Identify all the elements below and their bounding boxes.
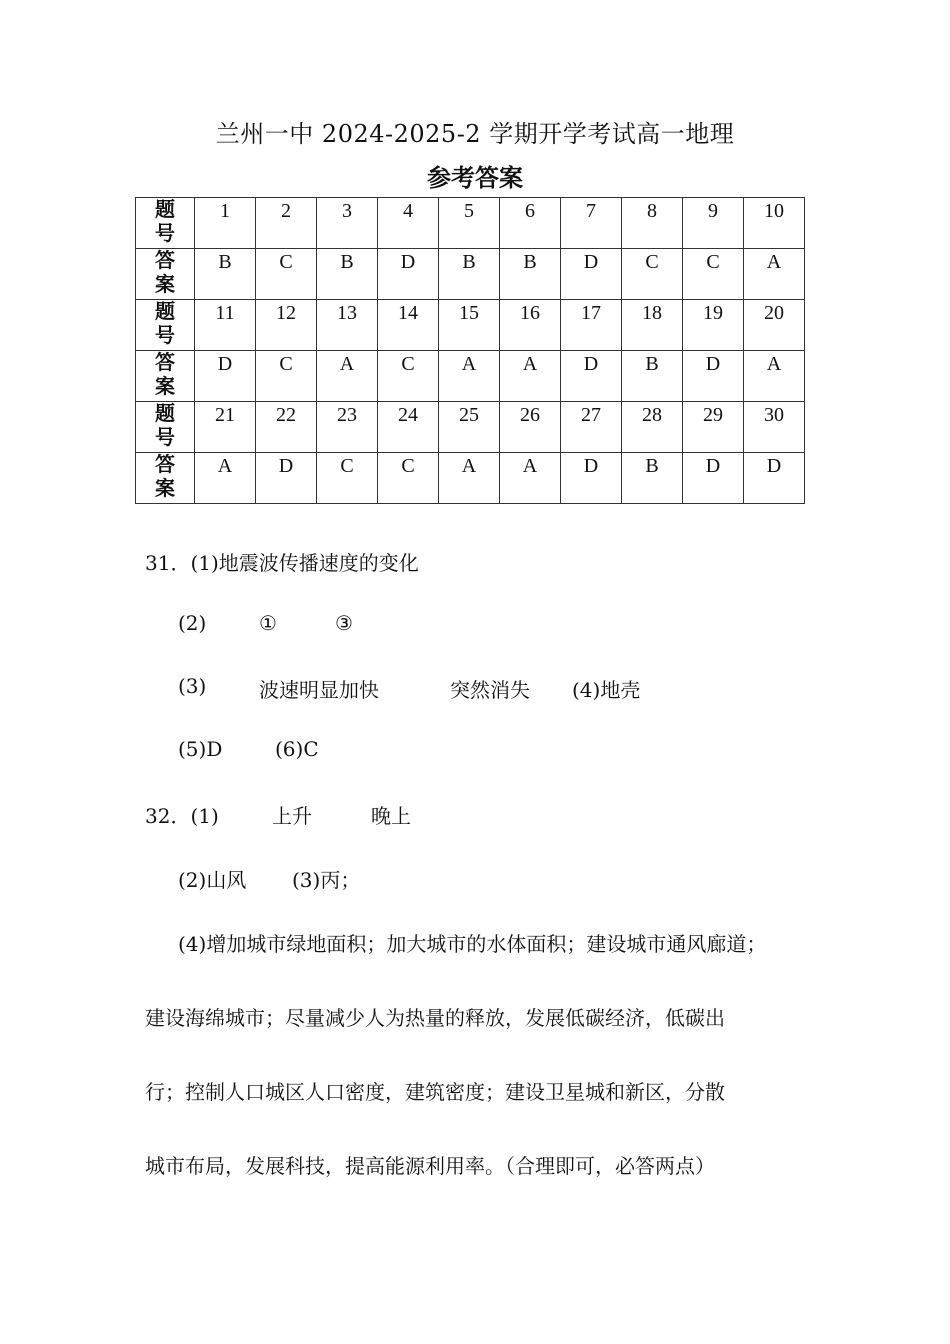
question-number-cell: 10: [744, 198, 805, 249]
question-number-cell: 25: [439, 402, 500, 453]
answer-row: [136, 249, 805, 300]
question-number-cell: 23: [317, 402, 378, 453]
question-row-label-char: 号: [155, 427, 175, 449]
answer-row-label: [136, 351, 195, 402]
q32-part1-answer-b: 晚上: [371, 804, 411, 828]
question-number-cell: 2: [256, 198, 317, 249]
answer-cell: B: [439, 249, 500, 300]
question-number-cell: 30: [744, 402, 805, 453]
question-number-cell: 20: [744, 300, 805, 351]
answer-cell: B: [622, 351, 683, 402]
question-row-label-char: 题: [155, 199, 175, 221]
q31-part3-answer-b: 突然消失: [450, 678, 530, 702]
question-number-cell: 11: [195, 300, 256, 351]
q32-part4-line3: 行；控制人口城区人口密度，建筑密度；建设卫星城和新区，分散: [145, 1080, 725, 1104]
question-number-cell: 29: [683, 402, 744, 453]
answer-cell: B: [317, 249, 378, 300]
question-number-row: [136, 402, 805, 453]
question-number-cell: 22: [256, 402, 317, 453]
answer-cell: C: [256, 351, 317, 402]
question-row-label-char: 号: [155, 223, 175, 245]
answer-cell: D: [561, 249, 622, 300]
answer-cell: C: [683, 249, 744, 300]
question-number-cell: 7: [561, 198, 622, 249]
q31-part2-answer-a: ①: [259, 611, 277, 635]
question-number-cell: 28: [622, 402, 683, 453]
q31-part4: (4)地壳: [572, 678, 641, 702]
q31-part5: (5)D: [178, 737, 223, 761]
answer-row-label: [136, 453, 195, 504]
q32-part2: (2)山风: [178, 868, 247, 892]
answer-cell: D: [744, 453, 805, 504]
question-number-cell: 8: [622, 198, 683, 249]
answer-cell: D: [561, 453, 622, 504]
answer-cell: A: [744, 249, 805, 300]
question-number-cell: 19: [683, 300, 744, 351]
answer-row-label-char: 案: [155, 376, 175, 398]
question-number-cell: 21: [195, 402, 256, 453]
answer-cell: B: [622, 453, 683, 504]
question-row-label-char: 题: [155, 301, 175, 323]
answer-row-label-char: 答: [155, 250, 175, 272]
answer-cell: C: [378, 453, 439, 504]
answer-cell: D: [195, 351, 256, 402]
answer-cell: C: [317, 453, 378, 504]
q32-part1-label: 32．(1): [145, 804, 219, 828]
answer-row: [136, 453, 805, 504]
answer-row-label-char: 案: [155, 478, 175, 500]
question-number-cell: 1: [195, 198, 256, 249]
answer-row-label-char: 答: [155, 454, 175, 476]
q31-part2-answer-b: ③: [335, 611, 353, 635]
answer-table: [135, 197, 805, 504]
question-row-label: [136, 198, 195, 249]
q31-part1: 31．(1)地震波传播速度的变化: [145, 551, 419, 575]
question-number-cell: 14: [378, 300, 439, 351]
answer-row-label-char: 答: [155, 352, 175, 374]
q32-part4-line1: (4)增加城市绿地面积；加大城市的水体面积；建设城市通风廊道；: [178, 932, 767, 956]
answer-cell: A: [744, 351, 805, 402]
question-row-label: [136, 300, 195, 351]
question-number-cell: 6: [500, 198, 561, 249]
answer-cell: B: [500, 249, 561, 300]
question-number-row: [136, 300, 805, 351]
q31-part6: (6)C: [275, 737, 319, 761]
question-number-cell: 26: [500, 402, 561, 453]
question-number-cell: 12: [256, 300, 317, 351]
question-row-label-char: 题: [155, 403, 175, 425]
question-number-cell: 3: [317, 198, 378, 249]
answer-row-label-char: 案: [155, 274, 175, 296]
document-title: 兰州一中 2024-2025-2 学期开学考试高一地理: [215, 120, 735, 148]
q32-part3: (3)丙；: [292, 868, 361, 892]
answer-cell: A: [439, 351, 500, 402]
answer-cell: A: [439, 453, 500, 504]
question-number-cell: 18: [622, 300, 683, 351]
question-number-cell: 4: [378, 198, 439, 249]
question-number-cell: 15: [439, 300, 500, 351]
question-number-row: [136, 198, 805, 249]
question-row-label: [136, 402, 195, 453]
answer-cell: B: [195, 249, 256, 300]
question-number-cell: 24: [378, 402, 439, 453]
answer-row: [136, 351, 805, 402]
q32-part1-answer-a: 上升: [272, 804, 312, 828]
question-number-cell: 5: [439, 198, 500, 249]
q32-part4-line2: 建设海绵城市；尽量减少人为热量的释放，发展低碳经济，低碳出: [145, 1006, 725, 1030]
q31-part3-label: (3): [178, 674, 207, 698]
answer-cell: A: [317, 351, 378, 402]
question-row-label-char: 号: [155, 325, 175, 347]
answer-cell: A: [500, 453, 561, 504]
answer-cell: D: [683, 351, 744, 402]
question-number-cell: 16: [500, 300, 561, 351]
answer-cell: C: [256, 249, 317, 300]
answer-cell: D: [378, 249, 439, 300]
q31-part2-label: (2): [178, 611, 207, 635]
answer-cell: A: [195, 453, 256, 504]
answer-cell: C: [378, 351, 439, 402]
document-subtitle: 参考答案: [427, 163, 523, 192]
question-number-cell: 17: [561, 300, 622, 351]
q32-part4-line4: 城市布局，发展科技，提高能源利用率。（合理即可，必答两点）: [145, 1154, 715, 1178]
answer-cell: D: [683, 453, 744, 504]
answer-cell: D: [256, 453, 317, 504]
answer-row-label: [136, 249, 195, 300]
question-number-cell: 9: [683, 198, 744, 249]
answer-cell: D: [561, 351, 622, 402]
answer-cell: A: [500, 351, 561, 402]
question-number-cell: 27: [561, 402, 622, 453]
question-number-cell: 13: [317, 300, 378, 351]
q31-part3-answer-a: 波速明显加快: [259, 678, 379, 702]
answer-cell: C: [622, 249, 683, 300]
